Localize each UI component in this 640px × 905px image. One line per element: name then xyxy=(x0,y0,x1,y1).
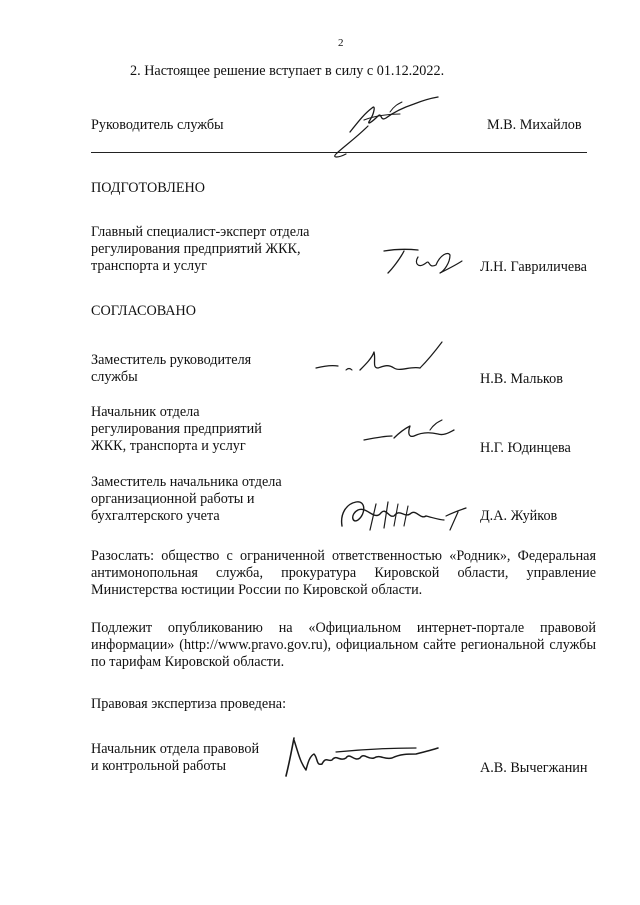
head-position: Руководитель службы xyxy=(91,117,224,133)
agreed-signer-name: Д.А. Жуйков xyxy=(480,508,558,524)
agreed-signer-position-line: Заместитель руководителя xyxy=(91,352,252,368)
publication-note: Подлежит опубликованию на «Официальном интернет-портале правовой информации» (http://www.pravo.gov.ru), официальном сайте региональной службы по тарифам Кировской области. xyxy=(91,620,596,670)
agreed-signer-position-line: бухгалтерского учета xyxy=(91,508,220,524)
head-name: М.В. Михайлов xyxy=(487,117,582,133)
distribution-list: Разослать: общество с ограниченной ответственностью «Родник», Федеральная антимонопольная служба, прокуратура Кировской области, управление Министерства юстиции России по Кировской области. xyxy=(91,548,596,598)
legal-head-signature xyxy=(276,732,446,784)
agreed-signer-position-line: ЖКК, транспорта и услуг xyxy=(91,438,246,454)
agreed-signer-signature xyxy=(336,490,476,540)
legal-head-name: А.В. Вычегжанин xyxy=(480,760,588,776)
agreed-signer-position-line: Заместитель начальника отдела xyxy=(91,474,282,490)
head-signature xyxy=(328,92,458,167)
prepared-heading: ПОДГОТОВЛЕНО xyxy=(91,180,205,196)
prepared-position-line: регулирования предприятий ЖКК, xyxy=(91,241,301,257)
agreed-signer-signature xyxy=(312,338,452,383)
agreed-signer-position-line: Начальник отдела xyxy=(91,404,200,420)
page-number: 2 xyxy=(338,37,344,49)
legal-head-position-line: Начальник отдела правовой xyxy=(91,741,260,757)
agreed-signer-position-line: регулирования предприятий xyxy=(91,421,262,437)
legal-head-position-line: и контрольной работы xyxy=(91,758,226,774)
agreed-heading: СОГЛАСОВАНО xyxy=(91,303,197,319)
agreed-signer-name: Н.В. Мальков xyxy=(480,371,563,387)
prepared-position-line: транспорта и услуг xyxy=(91,258,207,274)
agreed-signer-name: Н.Г. Юдинцева xyxy=(480,440,571,456)
effective-date-clause: 2. Настоящее решение вступает в силу с 01.12.2022. xyxy=(130,63,445,79)
prepared-signature xyxy=(378,243,468,279)
legal-review-note: Правовая экспертиза проведена: xyxy=(91,696,287,712)
agreed-signer-position-line: службы xyxy=(91,369,138,385)
agreed-signer-signature xyxy=(360,414,470,449)
prepared-position-line: Главный специалист-эксперт отдела xyxy=(91,224,310,240)
agreed-signer-position-line: организационной работы и xyxy=(91,491,255,507)
prepared-name: Л.Н. Гавриличева xyxy=(480,259,587,275)
